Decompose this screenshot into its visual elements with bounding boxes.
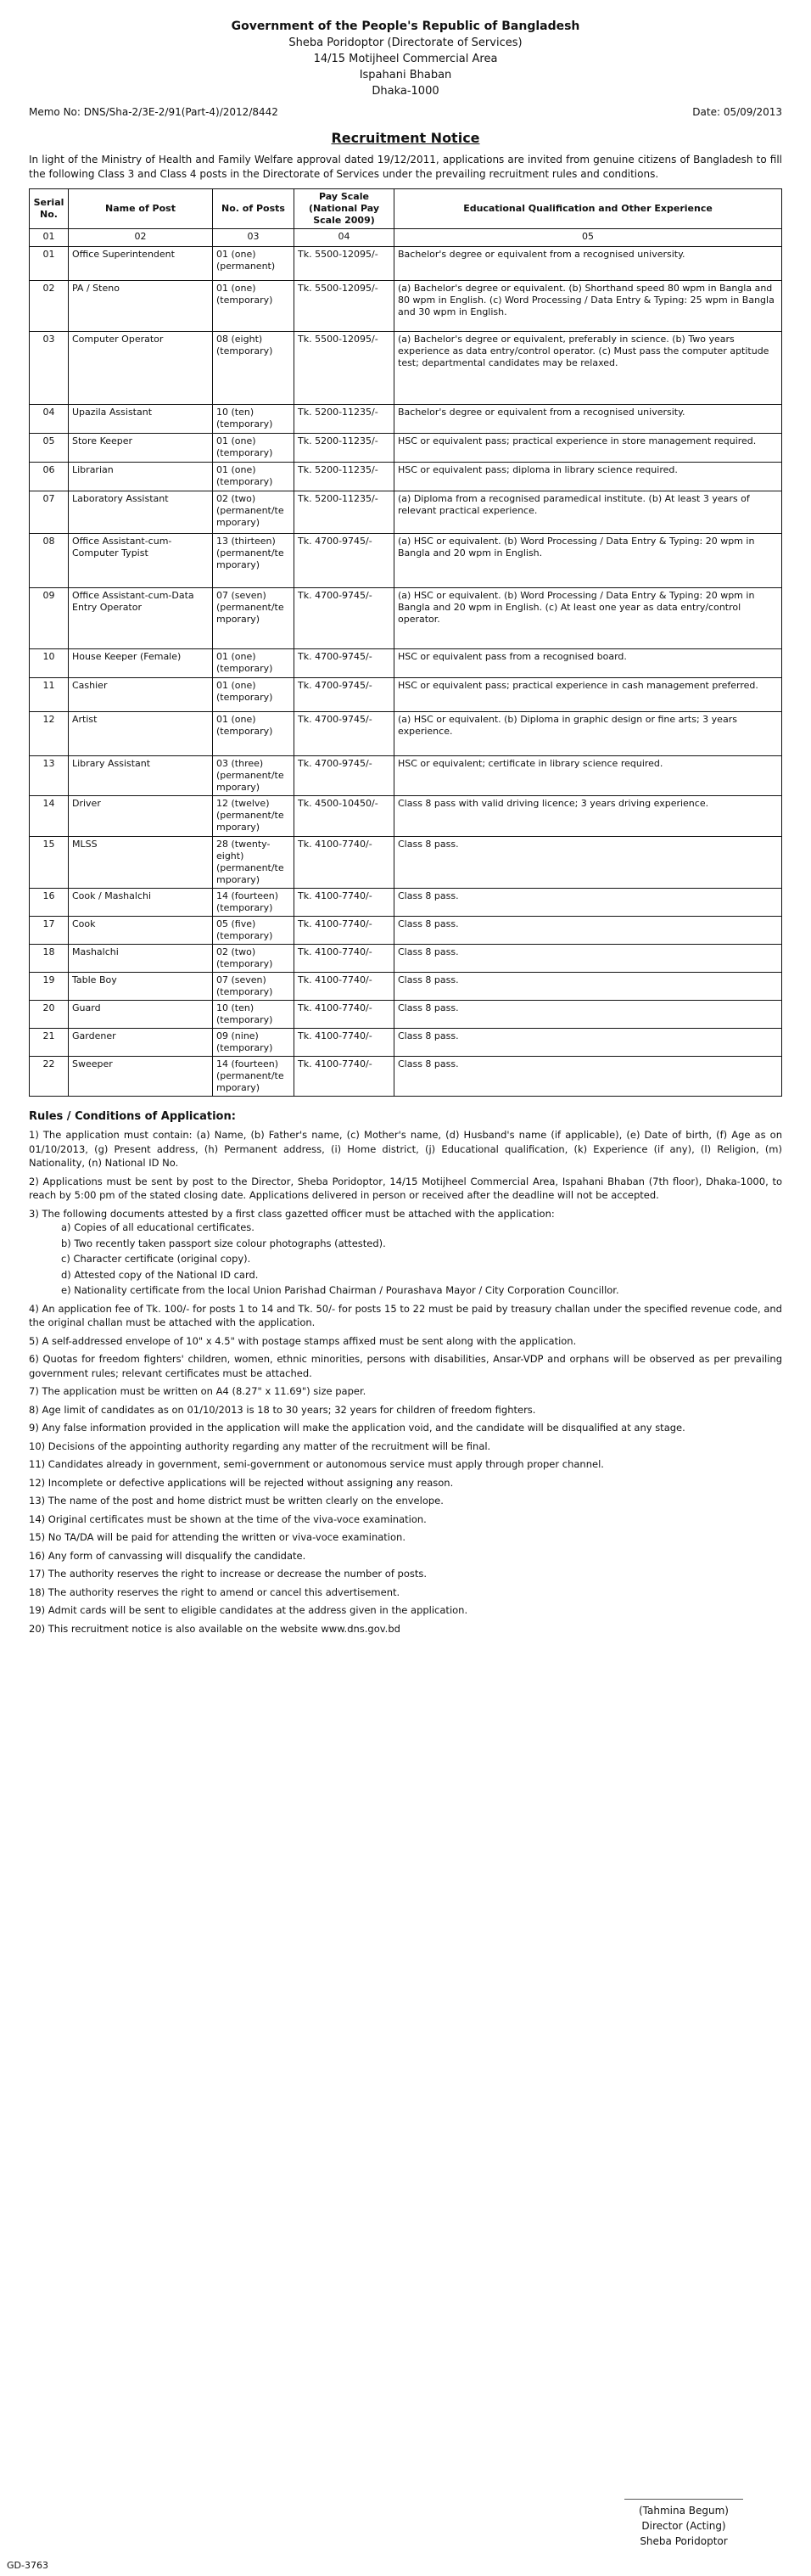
rule-item: [29, 1549, 782, 1563]
qualification-cell: (a) HSC or equivalent. (b) Word Processing / Data Entry & Typing: 20 wpm in Bangla and 20 wpm in English. (c) At least one year as data entry/control operator.: [394, 588, 782, 649]
post-name-cell: Library Assistant: [69, 756, 213, 796]
qualification-cell: (a) Bachelor's degree or equivalent, preferably in science. (b) Two years experience as data entry/control operator. (c) Must pass the computer aptitude test; departmental candidates may be relaxed.: [394, 332, 782, 405]
intro-paragraph: In light of the Ministry of Health and Family Welfare approval dated 19/12/2011, applications are invited from genuine citizens of Bangladesh to fill the following Class 3 and Class 4 posts in the Directorate of Services under the prevailing recruitment rules and conditions.: [29, 154, 782, 180]
office-name: Sheba Poridoptor (Directorate of Services): [288, 36, 523, 49]
qualification-cell: Bachelor's degree or equivalent from a recognised university.: [394, 405, 782, 434]
rule-item: [29, 1603, 782, 1618]
post-name-cell: Guard: [69, 1001, 213, 1029]
table-index-row: [30, 229, 782, 247]
post-name-cell: Laboratory Assistant: [69, 491, 213, 534]
post-count-cell: 01 (one) (temporary): [213, 434, 294, 463]
post-count-cell: 13 (thirteen) (permanent/temporary): [213, 534, 294, 588]
pay-scale-cell: Tk. 4700-9745/-: [294, 712, 394, 756]
qualification-cell: (a) Bachelor's degree or equivalent. (b) Shorthand speed 80 wpm in Bangla and 80 wpm in English. (c) Word Processing / Data Entry & Typing: 25 wpm in Bangla and 30 wpm in English.: [394, 281, 782, 332]
serial-cell: 11: [30, 678, 69, 712]
post-name-cell: Office Assistant-cum-Computer Typist: [69, 534, 213, 588]
serial-cell: 19: [30, 973, 69, 1001]
post-count-cell: 01 (one) (temporary): [213, 678, 294, 712]
rule-text: 16) Any form of canvassing will disqualify the candidate.: [29, 1549, 306, 1562]
pay-scale-cell: Tk. 4100-7740/-: [294, 837, 394, 889]
pay-scale-cell: Tk. 4100-7740/-: [294, 1057, 394, 1097]
rule-text: 4) An application fee of Tk. 100/- for posts 1 to 14 and Tk. 50/- for posts 15 to 22 must be paid by treasury challan under the specified revenue code, and the original challan must be attached with the application.: [29, 1302, 782, 1328]
serial-cell: 21: [30, 1029, 69, 1057]
pay-scale-cell: Tk. 4100-7740/-: [294, 945, 394, 973]
pay-scale-cell: Tk. 5200-11235/-: [294, 405, 394, 434]
serial-cell: 08: [30, 534, 69, 588]
gd-code: GD-3763: [7, 2560, 48, 2571]
table-row: [30, 889, 782, 917]
post-name-cell: Table Boy: [69, 973, 213, 1001]
table-row: [30, 917, 782, 945]
index-cell: 02: [69, 229, 213, 247]
qualification-cell: HSC or equivalent pass from a recognised board.: [394, 649, 782, 678]
post-count-cell: 09 (nine) (temporary): [213, 1029, 294, 1057]
rules-heading: Rules / Conditions of Application:: [29, 1110, 236, 1123]
rule-subitem: b) Two recently taken passport size colour photographs (attested).: [61, 1237, 386, 1249]
serial-cell: 12: [30, 712, 69, 756]
pay-scale-cell: Tk. 4700-9745/-: [294, 588, 394, 649]
pay-scale-cell: Tk. 4700-9745/-: [294, 649, 394, 678]
qualification-cell: Class 8 pass.: [394, 837, 782, 889]
table-row: [30, 973, 782, 1001]
qualification-cell: HSC or equivalent; certificate in library science required.: [394, 756, 782, 796]
serial-cell: 05: [30, 434, 69, 463]
post-count-cell: 07 (seven) (permanent/temporary): [213, 588, 294, 649]
qualification-cell: Class 8 pass.: [394, 917, 782, 945]
post-count-cell: 02 (two) (permanent/temporary): [213, 491, 294, 534]
qualification-cell: Class 8 pass.: [394, 1029, 782, 1057]
qualification-cell: Class 8 pass.: [394, 889, 782, 917]
pay-scale-cell: Tk. 4100-7740/-: [294, 889, 394, 917]
post-count-cell: 01 (one) (temporary): [213, 281, 294, 332]
rule-text: 19) Admit cards will be sent to eligible candidates at the address given in the application.: [29, 1604, 468, 1616]
post-name-cell: House Keeper (Female): [69, 649, 213, 678]
rule-text: 12) Incomplete or defective applications will be rejected without assigning any reason.: [29, 1476, 454, 1489]
signatory-office: Sheba Poridoptor: [640, 2535, 728, 2547]
post-name-cell: Cook / Mashalchi: [69, 889, 213, 917]
table-row: [30, 588, 782, 649]
post-count-cell: 01 (one) (temporary): [213, 712, 294, 756]
signature-block: [590, 2478, 777, 2549]
memo-number: Memo No: DNS/Sha-2/3E-2/91(Part-4)/2012/8442: [29, 106, 278, 118]
post-count-cell: 14 (fourteen) (temporary): [213, 889, 294, 917]
rule-item: [29, 1421, 782, 1435]
rule-item: [29, 1384, 782, 1399]
city-line: Dhaka-1000: [372, 85, 439, 98]
rule-item: [29, 1440, 782, 1454]
address-line: 14/15 Motijheel Commercial Area: [313, 53, 498, 65]
rule-item: [29, 1302, 782, 1330]
serial-cell: 18: [30, 945, 69, 973]
rule-text: 14) Original certificates must be shown at the time of the viva-voce examination.: [29, 1512, 427, 1525]
table-row: [30, 1029, 782, 1057]
notice-title: Recruitment Notice: [331, 130, 480, 146]
rule-item: [29, 1567, 782, 1581]
rule-text: 3) The following documents attested by a first class gazetted officer must be attached with the application:: [29, 1207, 555, 1220]
rule-text: 1) The application must contain: (a) Name, (b) Father's name, (c) Mother's name, (d) Husband's name (if applicable), (e) Date of birth, (f) Age as on 01/10/2013, (g) Present address, (h) Permanent address, (i) Home district, (j) Educational qualification, (k) Experience (if any), (l) Religion, (m) Nationality, (n) National ID No.: [29, 1129, 782, 1169]
post-count-cell: 01 (one) (temporary): [213, 463, 294, 491]
post-name-cell: Upazila Assistant: [69, 405, 213, 434]
rule-text: 5) A self-addressed envelope of 10" x 4.5" with postage stamps affixed must be sent along with the application.: [29, 1334, 577, 1347]
col-qualification: Educational Qualification and Other Experience: [394, 189, 782, 229]
pay-scale-cell: Tk. 4700-9745/-: [294, 678, 394, 712]
table-row: [30, 281, 782, 332]
pay-scale-cell: Tk. 5500-12095/-: [294, 281, 394, 332]
qualification-cell: Class 8 pass.: [394, 973, 782, 1001]
post-name-cell: Office Superintendent: [69, 247, 213, 281]
post-name-cell: Librarian: [69, 463, 213, 491]
rule-text: 18) The authority reserves the right to amend or cancel this advertisement.: [29, 1585, 400, 1598]
qualification-cell: Class 8 pass.: [394, 945, 782, 973]
post-count-cell: 28 (twenty-eight) (permanent/temporary): [213, 837, 294, 889]
table-row: [30, 796, 782, 837]
rule-text: 17) The authority reserves the right to increase or decrease the number of posts.: [29, 1568, 428, 1580]
signatory-title: Director (Acting): [641, 2520, 726, 2532]
signatory-name: (Tahmina Begum): [639, 2505, 729, 2517]
rules-list: [29, 1128, 782, 1636]
serial-cell: 22: [30, 1057, 69, 1097]
qualification-cell: HSC or equivalent pass; practical experience in cash management preferred.: [394, 678, 782, 712]
table-row: [30, 712, 782, 756]
table-row: [30, 649, 782, 678]
gov-name: Government of the People's Republic of Bangladesh: [231, 20, 580, 33]
rule-subitem: a) Copies of all educational certificates.: [61, 1221, 254, 1233]
table-row: [30, 405, 782, 434]
signature-mark: [624, 2478, 743, 2500]
rule-item: [29, 1352, 782, 1380]
post-count-cell: 14 (fourteen) (permanent/temporary): [213, 1057, 294, 1097]
post-count-cell: 10 (ten) (temporary): [213, 405, 294, 434]
serial-cell: 04: [30, 405, 69, 434]
serial-cell: 13: [30, 756, 69, 796]
post-count-cell: 12 (twelve) (permanent/temporary): [213, 796, 294, 837]
post-name-cell: Sweeper: [69, 1057, 213, 1097]
pay-scale-cell: Tk. 5200-11235/-: [294, 491, 394, 534]
reference-row: [29, 106, 782, 118]
rule-item: [29, 1403, 782, 1417]
col-post: Name of Post: [69, 189, 213, 229]
rule-text: 15) No TA/DA will be paid for attending the written or viva-voce examination.: [29, 1531, 406, 1543]
rule-item: [29, 1494, 782, 1508]
rule-item: [29, 1175, 782, 1203]
post-count-cell: 01 (one) (permanent): [213, 247, 294, 281]
rule-item: [29, 1512, 782, 1527]
posts-table: [29, 188, 782, 1097]
post-name-cell: Artist: [69, 712, 213, 756]
post-name-cell: Computer Operator: [69, 332, 213, 405]
post-name-cell: Cashier: [69, 678, 213, 712]
letterhead: [29, 19, 782, 99]
rule-text: 9) Any false information provided in the application will make the application void, and the candidate will be disqualified at any stage.: [29, 1422, 685, 1434]
rule-subitem: e) Nationality certificate from the local Union Parishad Chairman / Pourashava Mayor / City Corporation Councillor.: [61, 1284, 619, 1296]
rule-item: [29, 1585, 782, 1600]
table-row: [30, 463, 782, 491]
pay-scale-cell: Tk. 5500-12095/-: [294, 247, 394, 281]
rule-text: 10) Decisions of the appointing authority regarding any matter of the recruitment will be final.: [29, 1440, 491, 1452]
rule-subitem: c) Character certificate (original copy).: [61, 1253, 251, 1265]
index-cell: 03: [213, 229, 294, 247]
table-row: [30, 678, 782, 712]
pay-scale-cell: Tk. 4700-9745/-: [294, 756, 394, 796]
post-name-cell: MLSS: [69, 837, 213, 889]
qualification-cell: Class 8 pass with valid driving licence; 3 years driving experience.: [394, 796, 782, 837]
post-name-cell: Office Assistant-cum-Data Entry Operator: [69, 588, 213, 649]
pay-scale-cell: Tk. 4500-10450/-: [294, 796, 394, 837]
qualification-cell: HSC or equivalent pass; diploma in library science required.: [394, 463, 782, 491]
col-serial: Serial No.: [30, 189, 69, 229]
qualification-cell: Class 8 pass.: [394, 1057, 782, 1097]
index-cell: 01: [30, 229, 69, 247]
col-scale: Pay Scale (National Pay Scale 2009): [294, 189, 394, 229]
rule-text: 7) The application must be written on A4 (8.27" x 11.69") size paper.: [29, 1385, 366, 1397]
rule-text: 11) Candidates already in government, semi-government or autonomous service must apply through proper channel.: [29, 1458, 604, 1470]
table-row: [30, 491, 782, 534]
serial-cell: 07: [30, 491, 69, 534]
rule-item: [29, 1457, 782, 1472]
serial-cell: 16: [30, 889, 69, 917]
post-count-cell: 10 (ten) (temporary): [213, 1001, 294, 1029]
qualification-cell: (a) HSC or equivalent. (b) Word Processing / Data Entry & Typing: 20 wpm in Bangla and 20 wpm in English.: [394, 534, 782, 588]
pay-scale-cell: Tk. 5200-11235/-: [294, 434, 394, 463]
post-count-cell: 07 (seven) (temporary): [213, 973, 294, 1001]
table-row: [30, 247, 782, 281]
pay-scale-cell: Tk. 4100-7740/-: [294, 917, 394, 945]
pay-scale-cell: Tk. 4700-9745/-: [294, 534, 394, 588]
pay-scale-cell: Tk. 4100-7740/-: [294, 1001, 394, 1029]
post-name-cell: Store Keeper: [69, 434, 213, 463]
rule-item: [29, 1207, 782, 1298]
qualification-cell: (a) HSC or equivalent. (b) Diploma in graphic design or fine arts; 3 years experience.: [394, 712, 782, 756]
qualification-cell: (a) Diploma from a recognised paramedical institute. (b) At least 3 years of relevant practical experience.: [394, 491, 782, 534]
table-row: [30, 1057, 782, 1097]
rule-text: 2) Applications must be sent by post to the Director, Sheba Poridoptor, 14/15 Motijheel Commercial Area, Ispahani Bhaban (7th floor), Dhaka-1000, to reach by 5:00 pm of the stated closing date. Applications delivered in person or received after the deadline will not be accepted.: [29, 1175, 782, 1201]
table-row: [30, 534, 782, 588]
post-name-cell: Cook: [69, 917, 213, 945]
post-count-cell: 05 (five) (temporary): [213, 917, 294, 945]
post-name-cell: Driver: [69, 796, 213, 837]
post-count-cell: 02 (two) (temporary): [213, 945, 294, 973]
rule-text: 6) Quotas for freedom fighters' children, women, ethnic minorities, persons with disabilities, Ansar-VDP and orphans will be observed as per prevailing government rules; relevant certificates must be attached.: [29, 1353, 782, 1379]
serial-cell: 03: [30, 332, 69, 405]
post-count-cell: 01 (one) (temporary): [213, 649, 294, 678]
notice-date: Date: 05/09/2013: [692, 106, 782, 118]
rule-text: 20) This recruitment notice is also available on the website www.dns.gov.bd: [29, 1622, 400, 1635]
table-row: [30, 756, 782, 796]
rule-item: [29, 1128, 782, 1170]
rule-text: 8) Age limit of candidates as on 01/10/2013 is 18 to 30 years; 32 years for children of freedom fighters.: [29, 1403, 536, 1416]
serial-cell: 17: [30, 917, 69, 945]
serial-cell: 06: [30, 463, 69, 491]
rule-item: [29, 1622, 782, 1636]
rule-item: [29, 1530, 782, 1545]
post-name-cell: Mashalchi: [69, 945, 213, 973]
table-row: [30, 945, 782, 973]
post-name-cell: Gardener: [69, 1029, 213, 1057]
serial-cell: 14: [30, 796, 69, 837]
rule-text: 13) The name of the post and home district must be written clearly on the envelope.: [29, 1495, 444, 1507]
index-cell: 04: [294, 229, 394, 247]
pay-scale-cell: Tk. 5500-12095/-: [294, 332, 394, 405]
qualification-cell: HSC or equivalent pass; practical experience in store management required.: [394, 434, 782, 463]
serial-cell: 01: [30, 247, 69, 281]
pay-scale-cell: Tk. 4100-7740/-: [294, 973, 394, 1001]
pay-scale-cell: Tk. 4100-7740/-: [294, 1029, 394, 1057]
serial-cell: 20: [30, 1001, 69, 1029]
index-cell: 05: [394, 229, 782, 247]
serial-cell: 02: [30, 281, 69, 332]
col-count: No. of Posts: [213, 189, 294, 229]
rule-item: [29, 1476, 782, 1490]
table-row: [30, 434, 782, 463]
table-header-row: [30, 189, 782, 229]
serial-cell: 09: [30, 588, 69, 649]
post-count-cell: 03 (three) (permanent/temporary): [213, 756, 294, 796]
qualification-cell: Bachelor's degree or equivalent from a recognised university.: [394, 247, 782, 281]
building-name: Ispahani Bhaban: [359, 69, 452, 81]
rule-item: [29, 1334, 782, 1349]
serial-cell: 10: [30, 649, 69, 678]
rule-subitem: d) Attested copy of the National ID card.: [61, 1268, 259, 1281]
pay-scale-cell: Tk. 5200-11235/-: [294, 463, 394, 491]
post-count-cell: 08 (eight) (temporary): [213, 332, 294, 405]
post-name-cell: PA / Steno: [69, 281, 213, 332]
table-row: [30, 332, 782, 405]
qualification-cell: Class 8 pass.: [394, 1001, 782, 1029]
table-row: [30, 837, 782, 889]
serial-cell: 15: [30, 837, 69, 889]
table-row: [30, 1001, 782, 1029]
